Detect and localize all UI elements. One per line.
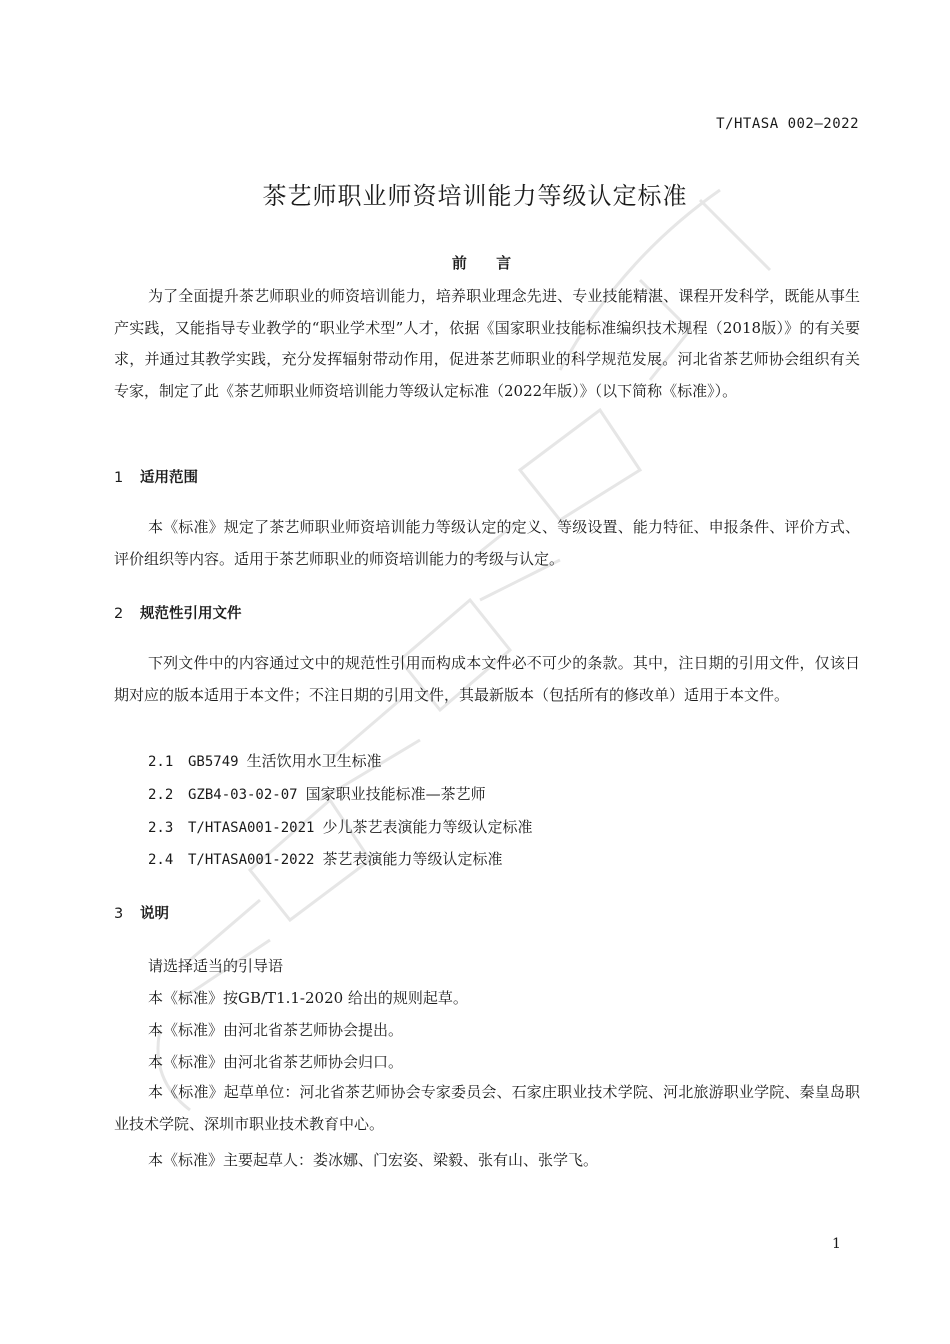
note-line: 本《标准》按GB/T1.1-2020 给出的规则起草。 [148, 989, 468, 1007]
reference-item: 2.2 GZB4-03-02-07 国家职业技能标准—茶艺师 [148, 785, 486, 803]
section-number: 3 [114, 906, 124, 922]
section-3-heading [114, 902, 169, 923]
reference-item: 2.4 T/HTASA001-2022 茶艺表演能力等级认定标准 [148, 850, 503, 868]
drafting-units-paragraph: 本《标准》起草单位：河北省茶艺师协会专家委员会、石家庄职业技术学院、河北旅游职业学院、秦皇岛职业技术学院、深圳市职业技术教育中心。 [114, 1083, 860, 1133]
foreword-heading: 前 言 [451, 254, 524, 272]
section-number: 1 [114, 470, 124, 486]
section-1-heading [114, 466, 198, 487]
section-2-paragraph: 下列文件中的内容通过文中的规范性引用而构成本文件必不可少的条款。其中，注日期的引用文件，仅该日期对应的版本适用于本文件；不注日期的引用文件，其最新版本（包括所有的修改单）适用于本文件。 [114, 654, 860, 704]
reference-item: 2.3 T/HTASA001-2021 少儿茶艺表演能力等级认定标准 [148, 818, 533, 836]
foreword-paragraph: 为了全面提升茶艺师职业的师资培训能力，培养职业理念先进、专业技能精湛、课程开发科学，既能从事生产实践，又能指导专业教学的“职业学术型”人才，依据《国家职业技能标准编织技术规程（2018版）》的有关要求，并通过其教学实践，充分发挥辐射带动作用，促进茶艺师职业的科学规范发展。河北省茶艺师协会组织有关专家，制定了此《茶艺师职业师资培训能力等级认定标准（2022年版）》（以下简称《标准》）。 [114, 287, 860, 400]
standard-code: T/HTASA 002—2022 [716, 116, 859, 132]
page-number: 1 [832, 1236, 841, 1252]
document-title: 茶艺师职业师资培训能力等级认定标准 [262, 182, 688, 210]
reference-item: 2.1 GB5749 生活饮用水卫生标准 [148, 752, 382, 770]
section-title: 规范性引用文件 [140, 606, 242, 622]
section-number: 2 [114, 606, 124, 622]
section-2-heading [114, 602, 242, 623]
section-title: 说明 [140, 906, 169, 922]
section-title: 适用范围 [140, 470, 198, 486]
note-line: 本《标准》由河北省茶艺师协会提出。 [148, 1021, 404, 1039]
section-1-paragraph: 本《标准》规定了茶艺师职业师资培训能力等级认定的定义、等级设置、能力特征、申报条件、评价方式、评价组织等内容。适用于茶艺师职业的师资培训能力的考级与认定。 [114, 518, 860, 568]
note-line: 本《标准》由河北省茶艺师协会归口。 [148, 1053, 404, 1071]
drafters-line: 本《标准》主要起草人：娄冰娜、门宏姿、梁毅、张有山、张学飞。 [148, 1151, 599, 1169]
note-line: 请选择适当的引导语 [148, 957, 284, 975]
